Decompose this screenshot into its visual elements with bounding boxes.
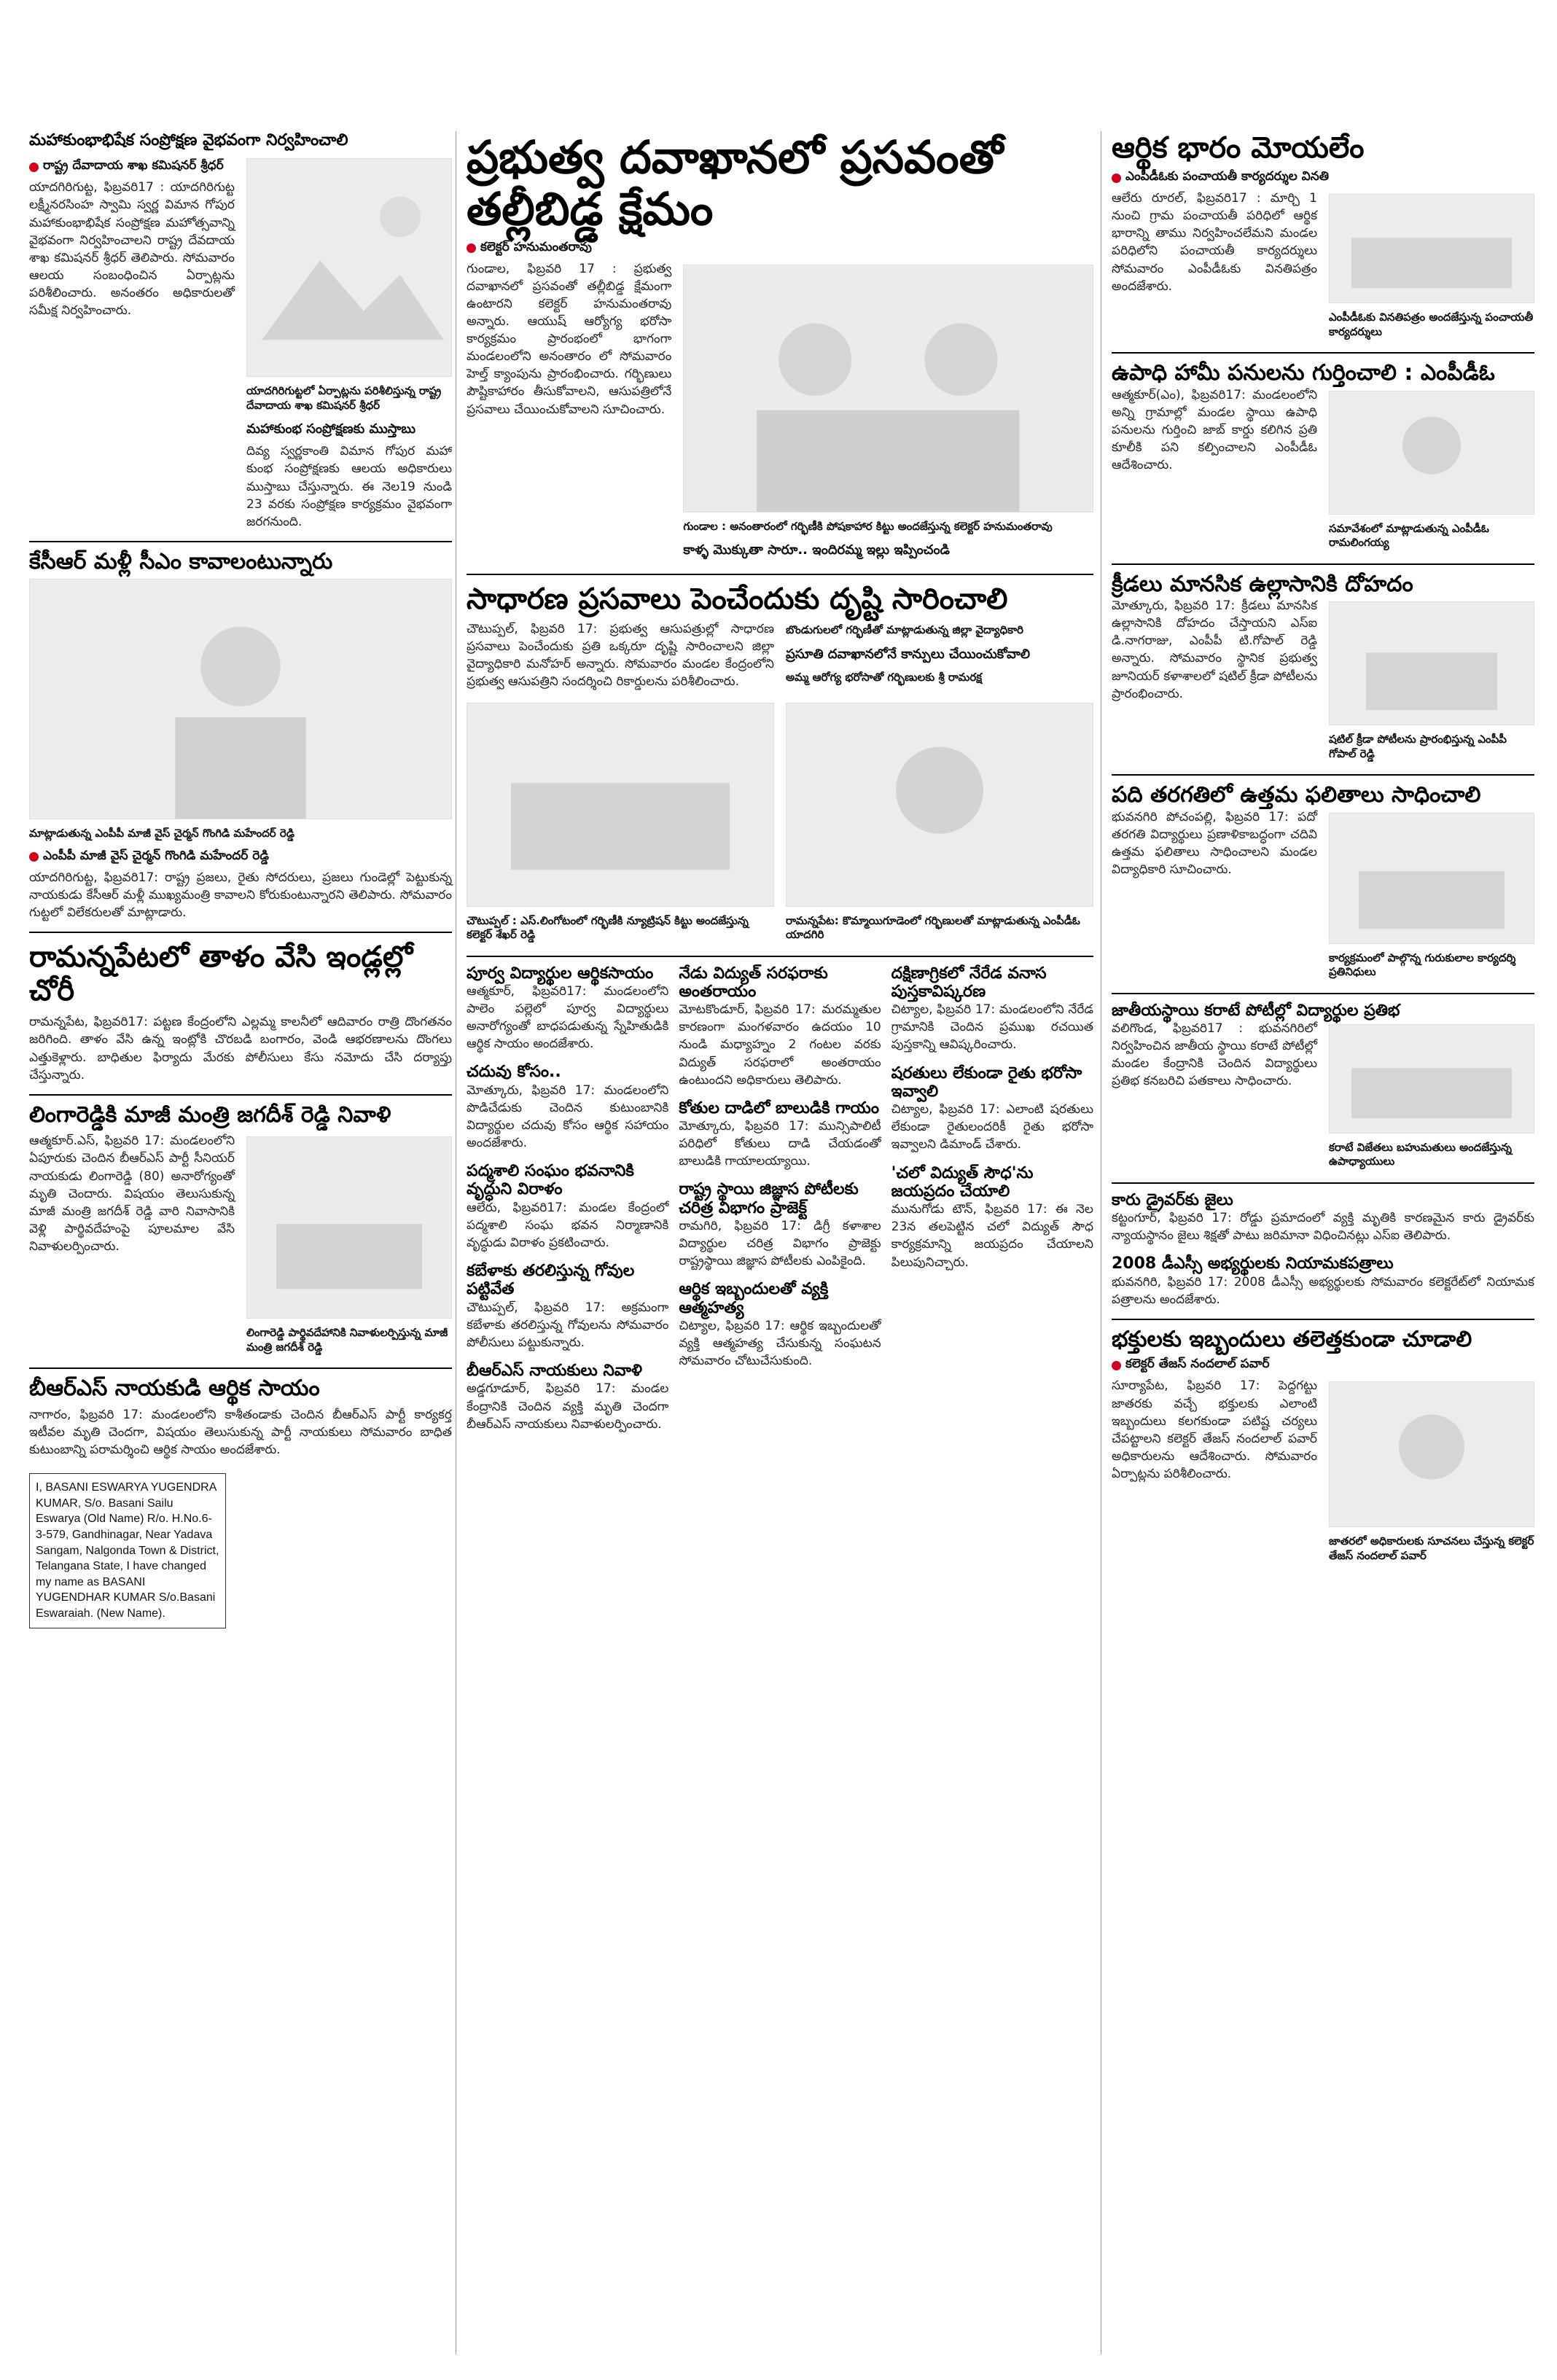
news-photo [1329, 391, 1534, 515]
story-sports [1112, 572, 1534, 765]
byline: కలెక్టర్ తేజస్ నందలాల్ పవార్ [1112, 1357, 1534, 1374]
lead-story [467, 131, 1093, 563]
story-body: మోటకొండూర్, ఫిబ్రవరి 17: మరమ్మతుల కారణంగా మంగళవారం ఉదయం 10 నుండి మధ్యాహ్నం 2 గంటల వరకు విద్యుత్ సరఫరాలో అంతరాయం ఉంటుందని అధికారులు తెలిపారు. [679, 1002, 881, 1088]
news-photo [29, 579, 452, 819]
headline: దక్షిణాగ్రికలో నేరేడ వనాస పుస్తకావిష్కరణ [891, 964, 1047, 1001]
photo-caption: రామన్నపేట: కొమ్మాయిగూడెంలో గర్భిణులతో మాట్లాడుతున్న ఎంపీడీఓ యాదగిరి [786, 913, 1080, 942]
story-body: చిట్యాల, ఫిబ్రవరి 17: ఆర్థిక ఇబ్బందులతో వ్యక్తి ఆత్మహత్య చేసుకున్న సంఘటన సోమవారం చోటుచేసుకుంది. [679, 1319, 881, 1369]
story-body: మోత్కూరు, ఫిబ్రవరి 17: మండలంలోని పొడిచేడుకు చెందిన కుటుంబానికి విద్యార్థుల చదువు కోసం ఆర్థిక సహాయం అందజేశారు. [467, 1082, 669, 1151]
news-photo [1329, 813, 1534, 944]
story-upadhi [1112, 361, 1534, 553]
story-body: కట్టంగూర్, ఫిబ్రవరి 17: రోడ్డు ప్రమాదంలో వ్యక్తి మృతికి కారణమైన కారు డ్రైవర్‌కు న్యాయస్థానం జైలు శిక్షతో పాటు జరిమానా విధించినట్లు ఎస్ఐ తెలిపారు. [1112, 1211, 1534, 1244]
story-body: అడ్డగూడూర్, ఫిబ్రవరి 17: మండల కేంద్రానికి చెందిన వ్యక్తి మృతి చెందగా బీఆర్ఎస్ నాయకులు నివాళులర్పించారు. [467, 1381, 669, 1432]
story-theft [29, 940, 452, 1084]
photo-caption: యాదగిరిగుట్టలో ఏర్పాట్లను పరిశీలిస్తున్న రాష్ట్ర దేవాదాయ శాఖ కమిషనర్ శ్రీధర్ [246, 384, 442, 412]
news-photo [683, 265, 1093, 512]
lead-headline: ప్రభుత్వ దవాఖానలో ప్రసవంతో తల్లీబిడ్డ క్షేమం [467, 130, 1004, 236]
brief [679, 1099, 881, 1171]
divider [1112, 563, 1534, 565]
story-kcr [29, 550, 452, 921]
headline: రాష్ట్ర స్థాయి జిజ్ఞాస పోటీలకు చరిత్ర విభాగం ప్రాజెక్ట్ [679, 1180, 859, 1217]
story-body: నాగారం, ఫిబ్రవరి 17: మండలంలోని కాశీతండాకు చెందిన బీఆర్ఎస్ పార్టీ కార్యకర్త ఇటీవల మృతి చెందగా, విషయం తెలుసుకున్న పార్టీ నాయకులు సోమవారం బాధిత కుటుంబాన్ని పరామర్శించి ఆర్థిక సాయం అందజేశారు. [29, 1407, 452, 1458]
headline: కోతుల దాడిలో బాలుడికి గాయం [679, 1099, 879, 1117]
center-column [467, 131, 1093, 1443]
headline: రామన్నపేటలో తాళం వేసి ఇండ్లల్లో చోరీ [29, 940, 413, 1008]
photo-caption: ఎంపీడీఓకు వినతిపత్రం అందజేస్తున్న పంచాయతీ కార్యదర్శులు [1329, 311, 1534, 338]
brief [467, 1362, 668, 1433]
story-body: గుండాల, ఫిబ్రవరి 17 : ప్రభుత్వ దవాఖానలో ప్రసవంతో తల్లీబిడ్డ క్షేమంగా ఉంటారని కలెక్టర్ హనుమంతరావు అన్నారు. ఆయుష్ ఆర్యోగ్య భరోసా కార్యక్రమం ప్రారంభంలో భాగంగా మండలంలోని అనంతారం లో సోమవారం హెల్త్ క్యాంపును ప్రారంభించారు. గర్భిణులు పౌష్టికాహారం తీసుకోవాలని, ఆసుపత్రిలోనే ప్రసవాలు చేయించుకోవాలని సూచించారు. [467, 261, 672, 417]
brief-column-b [679, 964, 881, 1443]
divider [1112, 1182, 1534, 1184]
bullet-icon [29, 163, 39, 172]
story-tenth-class [1112, 783, 1534, 983]
story-lingareddy [29, 1103, 452, 1358]
news-photo [1329, 1024, 1534, 1134]
headline: కారు డ్రైవర్‌కు జైలు [1112, 1190, 1233, 1209]
photo-caption: సమావేశంలో మాట్లాడుతున్న ఎంపీడీఓ రామలింగయ్య [1329, 521, 1489, 549]
news-photo [1329, 1381, 1534, 1527]
divider [29, 932, 452, 933]
photo-caption: షటిల్ క్రీడా పోటీలను ప్రారంభిస్తున్న ఎంపీపీ గోపాల్ రెడ్డి [1329, 733, 1507, 760]
story-body: చౌటుప్పల్, ఫిబ్రవరి 17: ప్రభుత్వ ఆసుపత్రుల్లో సాధారణ ప్రసవాలు పెంచేందుకు ప్రతి ఒక్కరూ దృష్టి సారించాలని జిల్లా వైద్యాధికారి మనోహర్ అన్నారు. సోమవారం మండల కేంద్రంలోని ప్రభుత్వ ఆసుపత్రిని సందర్శించి రికార్డులను పరిశీలించారు. [467, 622, 774, 690]
story-body: సూర్యాపేట, ఫిబ్రవరి 17: పెద్దగట్టు జాతరకు వచ్చే భక్తులకు ఎలాంటి ఇబ్బందులు కలగకుండా పటిష్ట చర్యలు చేపట్టాలని కలెక్టర్ తేజస్ నందలాల్ పవార్ అధికారులను ఆదేశించారు. సోమవారం ఏర్పాట్లను పరిశీలించారు. [1112, 1378, 1317, 1482]
news-photo [246, 1136, 452, 1319]
photo-caption: లింగారెడ్డి పార్థివదేహానికి నివాళులర్పిస్తున్న మాజీ మంత్రి జగదీశ్ రెడ్డి [246, 1326, 448, 1354]
story-body: ఆత్మకూర్(ఎం), ఫిబ్రవరి17: మండలంలోని అన్ని గ్రామాల్లో మండల స్థాయి ఉపాధి పనులను గుర్తించి జాబ్ కార్డు కలిగిన ప్రతి కూలీకి పని కల్పించాలని ఎంపీడీఓ ఆదేశించారు. [1112, 387, 1317, 472]
story-body: మోత్కూరు, ఫిబ్రవరి 17: మున్సిపాలిటీ పరిధిలో కోతులు దాడి చేయడంతో బాలుడికి గాయాలయ్యాయి. [679, 1119, 881, 1169]
brief [467, 1262, 668, 1351]
divider [1112, 1319, 1534, 1320]
story-normal-deliveries [467, 582, 1093, 945]
brief [679, 1180, 881, 1270]
headline: ఆర్థిక భారం మోయలేం [1112, 131, 1365, 165]
headline: నేడు విద్యుత్ సరఫరాకు అంతరాయం [679, 964, 828, 1001]
brief [679, 1280, 881, 1370]
news-photo [1329, 601, 1534, 725]
divider [29, 1367, 452, 1369]
headline: పది తరగతిలో ఉత్తమ ఫలితాలు సాధించాలి [1112, 782, 1481, 808]
story-body: ఆలేరు రూరల్, ఫిబ్రవరి17 : మార్చి 1 నుంచి గ్రామ పంచాయతీ పరిధిలో ఆర్థిక భారాన్ని తాము నిర్వహించలేమని మండల పరిధిలోని పంచాయతీ కార్యదర్శులు సోమవారం ఎంపీడీఓకు వినతిపత్రం అందజేశారు. [1112, 191, 1317, 294]
divider [467, 574, 1093, 575]
byline: ఎంపీపీ మాజీ వైస్ చైర్మన్ గొంగిడి మహేందర్ రెడ్డి [29, 848, 452, 866]
story-body: వలిగొండ, ఫిబ్రవరి17 : భువనగిరిలో నిర్వహించిన జాతీయ స్థాయి కరాటే పోటీల్లో మండల కేంద్రానికి చెందిన విద్యార్థులు ప్రతిభ కనబరిచి పతకాలు సాధించారు. [1112, 1021, 1317, 1089]
subheading: కాళ్ళ మొక్కుతా సారూ.. ఇందిరమ్మ ఇల్లు ఇప్పించండి [683, 542, 950, 558]
brief [467, 964, 668, 1053]
headline: కబేళాకు తరలిస్తున్న గోవుల పట్టివేత [467, 1262, 635, 1299]
headline: జాతీయస్థాయి కరాటే పోటీల్లో విద్యార్థుల ప్రతిభ [1112, 1001, 1400, 1020]
headline: భక్తులకు ఇబ్బందులు తలెత్తకుండా చూడాలి [1112, 1326, 1472, 1352]
photo-caption: బొండుగులలో గర్భిణీతో మాట్లాడుతున్న జిల్లా వైద్యాధికారి [786, 623, 1024, 637]
brief [679, 964, 881, 1089]
story-body: మునుగోడు టౌన్, ఫిబ్రవరి 17: ఈ నెల 23న తలపెట్టిన చలో విద్యుత్ సౌధ కార్యక్రమాన్ని జయప్రదం చేయాలని పిలుపునిచ్చారు. [891, 1202, 1093, 1270]
divider [1112, 352, 1534, 354]
story-body: చిట్యాల, ఫిబ్రవరి 17: మండలంలోని నేరేడ గ్రామానికి చెందిన ప్రముఖ రచయిత పుస్తకాన్ని ఆవిష్కరించారు. [891, 1002, 1093, 1053]
story-body: ఆత్మకూర్, ఫిబ్రవరి17: మండలంలోని పాలెం పల్లెలో పూర్వ విద్యార్థులు అనారోగ్యంతో బాధపడుతున్న స్నేహితుడికి ఆర్థిక సాయం అందజేశారు. [467, 983, 669, 1052]
divider [1112, 993, 1534, 994]
photo-caption: చౌటుప్పల్ : ఎస్.లింగోటంలో గర్భిణీకి న్యూట్రిషన్ కిట్టు అందజేస్తున్న కలెక్టర్ శేఖర్ రెడ్డి [467, 913, 749, 942]
left-column [29, 131, 452, 1628]
story-devotees [1112, 1327, 1534, 1566]
headline: షరతులు లేకుండా రైతు భరోసా ఇవ్వాలి [891, 1064, 1082, 1101]
story-kumbhabhishekam [29, 131, 452, 531]
headline: 2008 డీఎస్సీ అభ్యర్థులకు నియామకపత్రాలు [1112, 1255, 1394, 1273]
brief [891, 1064, 1093, 1154]
headline: లింగారెడ్డికి మాజీ మంత్రి జగదీశ్ రెడ్డి నివాళి [29, 1101, 391, 1128]
story-body: భువనగిరి, ఫిబ్రవరి 17: 2008 డీఎస్సీ అభ్యర్థులకు సోమవారం కలెక్టరేట్‌లో నియామక పత్రాలను అందజేశారు. [1112, 1274, 1534, 1307]
headline: మహాకుంభాభిషేక సంప్రోక్షణ వైభవంగా నిర్వహించాలి [29, 131, 348, 149]
bullet-icon [1112, 1361, 1121, 1370]
divider [29, 541, 452, 542]
brief [891, 964, 1093, 1054]
brief-column-a [467, 964, 668, 1443]
headline: చదువు కోసం.. [467, 1063, 561, 1082]
story-driver-jail [1112, 1191, 1534, 1245]
headline: సాధారణ ప్రసవాలు పెంచేందుకు దృష్టి సారించాలి [467, 582, 1008, 617]
headline: క్రీడలు మానసిక ఉల్లాసానికి దోహదం [1112, 571, 1413, 597]
story-body: భువనగిరి పోచంపల్లి, ఫిబ్రవరి 17: పదో తరగతి విద్యార్థులు ప్రణాళికాబద్ధంగా చదివి ఉత్తమ ఫలితాలు సాధించాలని మండల విద్యాధికారి సూచించారు. [1112, 809, 1317, 877]
byline: రాష్ట్ర దేవాదాయ శాఖ కమిషనర్ శ్రీధర్ [29, 158, 235, 176]
subheading: మహాకుంభ సంప్రోక్షణకు ముస్తాబు [246, 421, 416, 437]
brief [891, 1164, 1093, 1271]
story-body: యాదగిరిగుట్ట, ఫిబ్రవరి17: రాష్ట్ర ప్రజలు, రైతు సోదరులు, ప్రజలు గుండెల్లో పెట్టుకున్న నాయకుడు కేసీఆర్ మళ్లీ ముఖ్యమంత్రి కావాలని కోరుకుంటున్నారని తెలిపారు. సోమవారం గుట్టలో విలేకరులతో మాట్లాడారు. [29, 870, 452, 921]
bullet-icon [1112, 173, 1121, 183]
headline: 'చలో విద్యుత్ సౌధ'ను జయప్రదం చేయాలి [891, 1163, 1034, 1201]
story-body: చిట్యాల, ఫిబ్రవరి 17: ఎలాంటి షరతులు లేకుండా రైతులందరికీ రైతు భరోసా ఇవ్వాలని డిమాండ్ చేశారు. [891, 1102, 1093, 1152]
headline: బీఆర్ఎస్ నాయకులు నివాళి [467, 1362, 643, 1381]
headline: కేసీఆర్ మళ్లీ సీఎం కావాలంటున్నారు [29, 548, 333, 574]
divider [467, 956, 1093, 957]
byline: కలెక్టర్ హనుమంతరావు [467, 240, 1093, 257]
news-photo [786, 703, 1093, 907]
right-column [1112, 131, 1534, 1576]
news-photo [246, 158, 452, 377]
subheading: ప్రసూతి దవాఖానలోనే కాన్పులు చేయించుకోవాలి [786, 646, 1031, 662]
story-financial-burden [1112, 131, 1534, 342]
divider [29, 1094, 452, 1096]
photo-caption: జాతరలో అధికారులకు సూచనలు చేస్తున్న కలెక్టర్ తేజస్ నందలాల్ పవార్ [1329, 1534, 1534, 1562]
headline: ఆర్థిక ఇబ్బందులతో వ్యక్తి ఆత్మహత్య [679, 1280, 829, 1317]
bullet-icon [29, 852, 39, 862]
name-change-notice: I, BASANI ESWARYA YUGENDRA KUMAR, S/o. Basani Sailu Eswarya (Old Name) R/o. H.No.6-3-579, Gandhinagar, Near Yadava Sangam, Nalgonda Town & District, Telangana State, I have changed my name as BASANI YUGENDHAR KUMAR S/o.Basani Eswaraiah. (New Name). [29, 1473, 226, 1628]
bullet-icon [467, 243, 476, 253]
headline: ఉపాధి హామీ పనులను గుర్తించాలి : ఎంపీడీఓ [1112, 360, 1495, 386]
story-body: మోత్కూరు, ఫిబ్రవరి 17: క్రీడలు మానసిక ఉల్లాసానికి దోహదం చేస్తాయని ఎస్ఐ డి.నాగరాజు, ఎంపీపీ టి.గోపాల్ రెడ్డి అన్నారు. సోమవారం స్థానిక ప్రభుత్వ జూనియర్ కళాశాలలో షటిల్ క్రీడా పోటీలను ప్రారంభించారు. [1112, 598, 1317, 701]
photo-caption: కరాటే విజేతలు బహుమతులు అందజేస్తున్న ఉపాధ్యాయులు [1329, 1140, 1512, 1168]
brief-column-c [891, 964, 1093, 1443]
story-body: రామగిరి, ఫిబ్రవరి 17: డిగ్రీ కళాశాల విద్యార్థుల చరిత్ర విభాగం ప్రాజెక్టు రాష్ట్రస్థాయి జిజ్ఞాస పోటీలకు ఎంపికైంది. [679, 1219, 881, 1269]
story-body: యాదగిరిగుట్ట, ఫిబ్రవరి17 : యాదగిరిగుట్ట లక్ష్మీనరసింహ స్వామి స్వర్ణ విమాన గోపుర మహాకుంభాభిషేక సంప్రోక్షణ మహోత్సవాన్ని వైభవంగా నిర్వహించాలని రాష్ట్ర దేవదాయ శాఖ కమిషనర్ శ్రీధర్ తెలిపారు. సోమవారం ఆలయ సంబంధించిన ఏర్పాట్లను పరిశీలించారు. అనంతరం అధికారులతో సమీక్ష నిర్వహించారు. [29, 180, 235, 319]
story-body: ఆలేరు, ఫిబ్రవరి17: మండల కేంద్రంలో పద్మశాలి సంఘ భవన నిర్మాణానికి వృద్ధుడు విరాళం ప్రకటించారు. [467, 1200, 669, 1251]
news-photo [1329, 194, 1534, 303]
story-body: దివ్య స్వర్ణకాంతి విమాన గోపుర మహా కుంభ సంప్రోక్షణకు ఆలయ అధికారులు ముస్తాబు చేస్తున్నారు. ఈ నెల19 నుండి 23 వరకు సంప్రోక్షణ కార్యక్రమం వైభవంగా జరగనుంది. [246, 444, 452, 529]
photo-caption: కార్యక్రమంలో పాల్గొన్న గురుకులాల కార్యదర్శి ప్రతినిధులు [1329, 951, 1516, 978]
photo-caption: మాట్లాడుతున్న ఎంపీపీ మాజీ వైస్ చైర్మన్ గొంగిడి మహేందర్ రెడ్డి [29, 827, 294, 840]
story-body: రామన్నపేట, ఫిబ్రవరి17: పట్టణ కేంద్రంలోని ఎల్లమ్మ కాలనీలో ఆదివారం రాత్రి దొంగతనం జరిగింది. తాళం వేసి ఉన్న ఇంట్లోకి చొరబడి బంగారం, వెండి ఆభరణాలను దొంగలు ఎత్తుకెళ్లారు. బాధితుల ఫిర్యాదు మేరకు పోలీసులు కేసు నమోదు చేసి దర్యాప్తు చేస్తున్నారు. [29, 1015, 452, 1082]
brief [467, 1063, 668, 1152]
photo-caption: అమ్మ ఆరోగ్య భరోసాతో గర్భిణులకు శ్రీ రామరక్ష [786, 670, 983, 684]
story-body: చౌటుప్పల్, ఫిబ్రవరి 17: అక్రమంగా కబేళాకు తరలిస్తున్న గోవులను సోమవారం పోలీసులు పట్టుకున్నారు. [467, 1300, 669, 1350]
byline: ఎంపీడీఓకు పంచాయతీ కార్యదర్శుల వినతి [1112, 169, 1534, 187]
story-brs-aid [29, 1376, 452, 1459]
story-karate [1112, 1002, 1534, 1172]
news-photo [467, 703, 774, 907]
headline: పూర్వ విద్యార్థుల ఆర్థికసాయం [467, 964, 654, 983]
photo-caption: గుండాల : అనంతారంలో గర్భిణీకి పోషకాహార కిట్టు అందజేస్తున్న కలెక్టర్ హనుమంతరావు [683, 519, 1053, 533]
story-dsc [1112, 1255, 1534, 1308]
story-body: ఆత్మకూర్.ఎస్, ఫిబ్రవరి 17: మండలంలోని ఏపూరుకు చెందిన బీఆర్ఎస్ పార్టీ సీనియర్ నాయకుడు లింగారెడ్డి (80) అనారోగ్యంతో మృతి చెందారు. విషయం తెలుసుకున్న మాజీ మంత్రి జగదీశ్ రెడ్డి వారి నివాసానికి వెళ్లి పార్థివదేహంపై పూలమాల వేసి నివాళులర్పించారు. [29, 1134, 235, 1255]
headline: పద్మశాలి సంఘం భవనానికి వృద్ధుని విరాళం [467, 1162, 634, 1199]
brief [467, 1162, 668, 1252]
divider [1112, 774, 1534, 776]
headline: బీఆర్ఎస్ నాయకుడి ఆర్థిక సాయం [29, 1376, 320, 1402]
